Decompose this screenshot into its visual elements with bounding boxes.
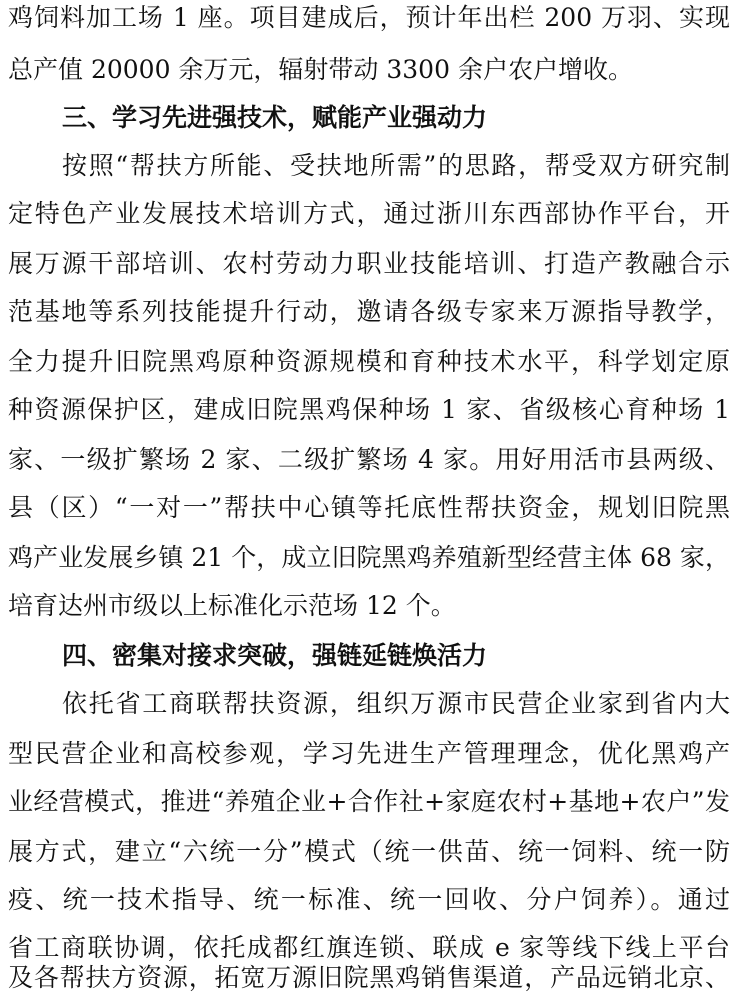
paragraph-first-line: 按照“帮扶方所能、受扶地所需”的思路，帮受双方研究制 bbox=[62, 151, 730, 180]
text-line: 家、一级扩繁场 2 家、二级扩繁场 4 家。用好用活市县两级、 bbox=[8, 445, 730, 474]
text-line: 鸡饲料加工场 1 座。项目建成后，预计年出栏 200 万羽、实现 bbox=[8, 3, 730, 32]
text-line: 县（区）“一对一”帮扶中心镇等托底性帮扶资金，规划旧院黑 bbox=[8, 493, 730, 522]
text-line: 疫、统一技术指导、统一标准、统一回收、分户饲养）。通过 bbox=[8, 885, 730, 914]
text-line: 展方式，建立“六统一分”模式（统一供苗、统一饲料、统一防 bbox=[8, 837, 730, 866]
text-line: 总产值 20000 余万元，辐射带动 3300 余户农户增收。 bbox=[8, 55, 633, 84]
text-line: 省工商联协调，依托成都红旗连锁、联成 e 家等线下线上平台 bbox=[8, 933, 730, 962]
text-line: 培育达州市级以上标准化示范场 12 个。 bbox=[8, 591, 456, 620]
paragraph-first-line: 依托省工商联帮扶资源，组织万源市民营企业家到省内大 bbox=[62, 689, 730, 718]
text-line: 范基地等系列技能提升行动，邀请各级专家来万源指导教学， bbox=[8, 297, 730, 326]
text-line: 型民营企业和高校参观，学习先进生产管理理念，优化黑鸡产 bbox=[8, 739, 730, 768]
text-line: 鸡产业发展乡镇 21 个，成立旧院黑鸡养殖新型经营主体 68 家， bbox=[8, 543, 730, 572]
section-heading-4: 四、密集对接求突破，强链延链焕活力 bbox=[62, 641, 488, 670]
text-line: 定特色产业发展技术培训方式，通过浙川东西部协作平台，开 bbox=[8, 199, 730, 228]
section-heading-3: 三、学习先进强技术，赋能产业强动力 bbox=[62, 103, 488, 132]
text-line: 种资源保护区，建成旧院黑鸡保种场 1 家、省级核心育种场 1 bbox=[8, 395, 730, 424]
text-line: 展万源干部培训、农村劳动力职业技能培训、打造产教融合示 bbox=[8, 249, 730, 278]
text-line: 业经营模式，推进“养殖企业+合作社+家庭农村+基地+农户”发 bbox=[8, 787, 730, 816]
text-line: 及各帮扶方资源，拓宽万源旧院黑鸡销售渠道，产品远销北京、 bbox=[8, 963, 730, 992]
text-line: 全力提升旧院黑鸡原种资源规模和育种技术水平，科学划定原 bbox=[8, 347, 730, 376]
